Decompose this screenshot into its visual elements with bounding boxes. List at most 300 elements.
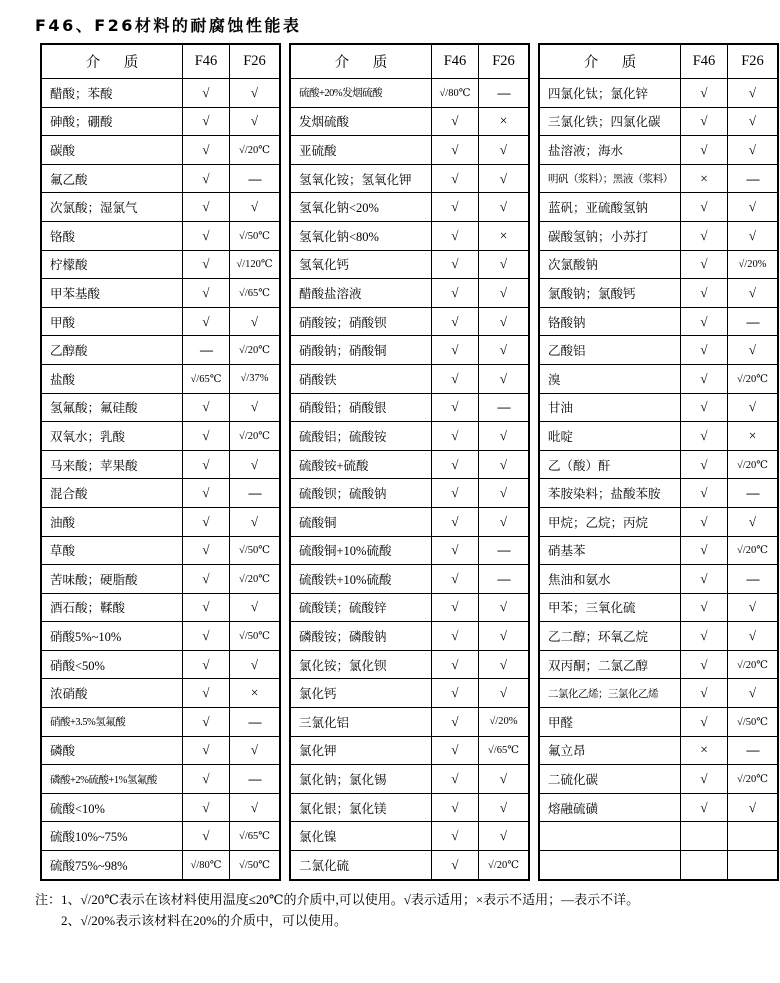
table-row <box>290 364 529 393</box>
medium-name: 二氯化硫 <box>290 851 432 880</box>
medium-name: 二硫化碳 <box>539 765 681 794</box>
f46-value: √ <box>183 479 230 508</box>
f26-value: √ <box>479 364 530 393</box>
f46-value: √ <box>432 250 479 279</box>
medium-name: 硫酸铵+硫酸 <box>290 450 432 479</box>
f26-value: √ <box>230 793 281 822</box>
table-row <box>41 593 280 622</box>
table-row <box>41 479 280 508</box>
f26-value: √ <box>230 79 281 108</box>
f46-value: √ <box>681 193 728 222</box>
medium-name: 溴 <box>539 364 681 393</box>
medium-name: 硫酸铝；硫酸铵 <box>290 422 432 451</box>
medium-name: 氯化银；氯化镁 <box>290 793 432 822</box>
table-row <box>41 107 280 136</box>
f46-value <box>681 851 728 880</box>
table-row <box>41 364 280 393</box>
f46-value: √ <box>432 536 479 565</box>
table-row <box>41 536 280 565</box>
medium-name: 硝酸铵；硝酸钡 <box>290 307 432 336</box>
f46-value: √ <box>432 450 479 479</box>
f46-value: √ <box>681 393 728 422</box>
f46-value: √ <box>681 536 728 565</box>
f46-value: √ <box>183 650 230 679</box>
f46-value: √ <box>432 336 479 365</box>
table-row <box>41 336 280 365</box>
f26-value: — <box>230 708 281 737</box>
table-row <box>539 364 778 393</box>
f46-value: √ <box>432 279 479 308</box>
medium-name: 焦油和氨水 <box>539 565 681 594</box>
medium-name: 三氯化铁；四氯化碳 <box>539 107 681 136</box>
f46-value: √ <box>681 479 728 508</box>
f46-value: √ <box>432 364 479 393</box>
table-row <box>41 450 280 479</box>
f26-value: √ <box>479 765 530 794</box>
table-row <box>290 79 529 108</box>
medium-name: 氟乙酸 <box>41 164 183 193</box>
f46-value: √ <box>681 507 728 536</box>
medium-name: 乙醇酸 <box>41 336 183 365</box>
medium-name: 酒石酸；鞣酸 <box>41 593 183 622</box>
f26-value: √/20℃ <box>728 450 779 479</box>
medium-name: 氢氧化铵；氢氧化钾 <box>290 164 432 193</box>
medium-name: 硝酸<50% <box>41 650 183 679</box>
corrosion-table-right <box>538 43 779 881</box>
f46-value: √ <box>681 279 728 308</box>
medium-name: 铬酸钠 <box>539 307 681 336</box>
table-row <box>41 422 280 451</box>
medium-name: 氢氧化钙 <box>290 250 432 279</box>
table-row <box>539 164 778 193</box>
table-row <box>539 136 778 165</box>
corrosion-table-left <box>40 43 281 881</box>
f26-value: √ <box>230 307 281 336</box>
f26-value: — <box>728 307 779 336</box>
f26-value: √ <box>728 136 779 165</box>
f46-value: × <box>681 164 728 193</box>
page <box>0 13 780 931</box>
medium-name: 氯酸钠；氯酸钙 <box>539 279 681 308</box>
f46-value: √ <box>432 736 479 765</box>
medium-name: 油酸 <box>41 507 183 536</box>
table-row <box>539 765 778 794</box>
medium-name: 蓝矾；亚硫酸氢钠 <box>539 193 681 222</box>
f46-value: √ <box>681 708 728 737</box>
f26-value: — <box>728 479 779 508</box>
medium-name: 次氯酸钠 <box>539 250 681 279</box>
medium-name: 混合酸 <box>41 479 183 508</box>
medium-name: 柠檬酸 <box>41 250 183 279</box>
medium-name: 甲烷；乙烷；丙烷 <box>539 507 681 536</box>
medium-name: 双丙酮；二氯乙醇 <box>539 650 681 679</box>
table-row <box>290 164 529 193</box>
f26-value: √ <box>479 593 530 622</box>
medium-name: 吡啶 <box>539 422 681 451</box>
medium-name: 草酸 <box>41 536 183 565</box>
column-header-f46: F46 <box>432 44 479 79</box>
medium-name: 双氧水；乳酸 <box>41 422 183 451</box>
f26-value: × <box>728 422 779 451</box>
medium-name: 磷酸 <box>41 736 183 765</box>
f46-value: √ <box>432 107 479 136</box>
f46-value: √ <box>681 593 728 622</box>
table-row <box>539 193 778 222</box>
f26-value: — <box>479 393 530 422</box>
f46-value: — <box>183 336 230 365</box>
f46-value: √ <box>681 107 728 136</box>
f46-value: √ <box>432 765 479 794</box>
table-row <box>41 279 280 308</box>
medium-name: 氢氧化钠<20% <box>290 193 432 222</box>
medium-name: 二氯化乙烯；三氯化乙烯 <box>539 679 681 708</box>
medium-name: 醋酸盐溶液 <box>290 279 432 308</box>
table-row <box>41 393 280 422</box>
table-row <box>290 221 529 250</box>
page-title: F46、F26材料的耐腐蚀性能表 <box>35 16 302 35</box>
f46-value: √ <box>432 393 479 422</box>
medium-name: 氯化铵；氯化钡 <box>290 650 432 679</box>
table-row <box>539 307 778 336</box>
table-row <box>41 679 280 708</box>
medium-name: 苦味酸；硬脂酸 <box>41 565 183 594</box>
medium-name: 硫酸钡；硫酸钠 <box>290 479 432 508</box>
table-row <box>539 79 778 108</box>
f46-value: √ <box>681 250 728 279</box>
f26-value: × <box>479 107 530 136</box>
f26-value: √ <box>728 507 779 536</box>
f26-value: √ <box>728 793 779 822</box>
table-row <box>290 851 529 880</box>
f46-value: √ <box>183 193 230 222</box>
f46-value: √ <box>432 221 479 250</box>
table-row <box>539 822 778 851</box>
table-row <box>290 793 529 822</box>
f46-value: √ <box>183 822 230 851</box>
medium-name: 次氯酸；湿氯气 <box>41 193 183 222</box>
table-row <box>539 279 778 308</box>
table-row <box>41 822 280 851</box>
f26-value: √/120℃ <box>230 250 281 279</box>
f26-value: × <box>230 679 281 708</box>
f46-value: √ <box>681 221 728 250</box>
column-header-medium: 介 质 <box>539 44 681 79</box>
table-row <box>41 307 280 336</box>
f46-value: √ <box>183 450 230 479</box>
table-row <box>41 736 280 765</box>
table-row <box>539 221 778 250</box>
table-row <box>290 307 529 336</box>
medium-name: 铬酸 <box>41 221 183 250</box>
table-row <box>290 593 529 622</box>
table-row <box>41 851 280 880</box>
medium-name: 苯胺染料；盐酸苯胺 <box>539 479 681 508</box>
table-row <box>539 250 778 279</box>
table-row <box>290 736 529 765</box>
f46-value: √ <box>681 136 728 165</box>
f26-value: √ <box>728 679 779 708</box>
f46-value: √ <box>432 851 479 880</box>
f26-value: √/20℃ <box>230 336 281 365</box>
f26-value: √ <box>479 193 530 222</box>
medium-name: 亚硫酸 <box>290 136 432 165</box>
table-row <box>41 136 280 165</box>
table-row <box>290 708 529 737</box>
f46-value: √ <box>183 708 230 737</box>
f26-value: √ <box>230 650 281 679</box>
table-row <box>290 279 529 308</box>
f26-value: √/20% <box>479 708 530 737</box>
medium-name: 碳酸 <box>41 136 183 165</box>
header-row <box>290 44 529 79</box>
table-row <box>41 79 280 108</box>
f46-value: √ <box>183 79 230 108</box>
f26-value: √/65℃ <box>230 279 281 308</box>
f46-value: √ <box>183 793 230 822</box>
f26-value: √ <box>479 450 530 479</box>
table-row <box>290 450 529 479</box>
table-row <box>539 736 778 765</box>
f26-value: √ <box>479 650 530 679</box>
medium-name: 甲醛 <box>539 708 681 737</box>
medium-name: 硫酸<10% <box>41 793 183 822</box>
table-row <box>539 622 778 651</box>
table-row <box>290 765 529 794</box>
corrosion-table-middle <box>289 43 530 881</box>
f26-value: √ <box>479 279 530 308</box>
f26-value: √ <box>479 307 530 336</box>
f26-value: √/20℃ <box>230 565 281 594</box>
table-row <box>41 565 280 594</box>
f46-value: √ <box>681 793 728 822</box>
f46-value: √ <box>432 507 479 536</box>
medium-name: 氢氟酸；氟硅酸 <box>41 393 183 422</box>
medium-name: 马来酸；苹果酸 <box>41 450 183 479</box>
f46-value: √ <box>183 307 230 336</box>
f46-value: √ <box>183 593 230 622</box>
f46-value: √ <box>183 536 230 565</box>
f46-value: √ <box>183 221 230 250</box>
medium-name: 甲苯基酸 <box>41 279 183 308</box>
f46-value: √/80℃ <box>183 851 230 880</box>
table-row <box>539 422 778 451</box>
table-row <box>290 565 529 594</box>
f26-value: √/20℃ <box>728 536 779 565</box>
table-row <box>290 479 529 508</box>
table-row <box>539 679 778 708</box>
medium-name: 甲苯；三氧化硫 <box>539 593 681 622</box>
f26-value: √ <box>479 250 530 279</box>
f46-value: √ <box>432 822 479 851</box>
f46-value: √ <box>183 422 230 451</box>
f46-value: √ <box>183 679 230 708</box>
medium-name: 磷酸+2%硫酸+1%氢氟酸 <box>41 765 183 794</box>
f26-value: √ <box>230 393 281 422</box>
f26-value: √/50℃ <box>728 708 779 737</box>
f46-value: √/65℃ <box>183 364 230 393</box>
f46-value: √ <box>432 593 479 622</box>
table-row <box>41 650 280 679</box>
table-row <box>539 793 778 822</box>
f46-value: × <box>681 736 728 765</box>
f46-value: √ <box>681 565 728 594</box>
medium-name: 四氯化钛；氯化锌 <box>539 79 681 108</box>
f46-value: √ <box>183 250 230 279</box>
f46-value: √ <box>432 622 479 651</box>
medium-name: 硝酸铁 <box>290 364 432 393</box>
medium-name <box>539 851 681 880</box>
table-row <box>539 479 778 508</box>
table-row <box>41 507 280 536</box>
f26-value: √ <box>728 221 779 250</box>
footnote-line-1: 注：1、√/20℃表示在该材料使用温度≤20℃的介质中,可以使用。√表示适用；×表示不适用；—表示不详。 <box>35 891 640 907</box>
table-row <box>290 650 529 679</box>
f26-value: √ <box>728 107 779 136</box>
medium-name: 氢氧化钠<80% <box>290 221 432 250</box>
f46-value: √ <box>681 679 728 708</box>
f26-value: √ <box>479 136 530 165</box>
f26-value <box>728 851 779 880</box>
medium-name: 氯化镍 <box>290 822 432 851</box>
medium-name: 熔融硫磺 <box>539 793 681 822</box>
f46-value: √ <box>681 650 728 679</box>
f46-value <box>681 822 728 851</box>
medium-name: 硫酸10%~75% <box>41 822 183 851</box>
medium-name: 硝酸钠；硝酸铜 <box>290 336 432 365</box>
f26-value: — <box>479 565 530 594</box>
table-row <box>539 536 778 565</box>
f46-value: √ <box>432 479 479 508</box>
f26-value: √ <box>479 793 530 822</box>
f46-value: √ <box>432 136 479 165</box>
medium-name: 盐溶液；海水 <box>539 136 681 165</box>
f46-value: √ <box>432 565 479 594</box>
table-row <box>290 250 529 279</box>
f26-value: √/50℃ <box>230 221 281 250</box>
footnotes <box>35 890 780 931</box>
table-row <box>539 650 778 679</box>
f26-value: √/50℃ <box>230 622 281 651</box>
header-row <box>41 44 280 79</box>
table-row <box>539 336 778 365</box>
f46-value: √ <box>183 279 230 308</box>
table-row <box>290 536 529 565</box>
medium-name: 硫酸铁+10%硫酸 <box>290 565 432 594</box>
f26-value: √ <box>479 822 530 851</box>
medium-name <box>539 822 681 851</box>
medium-name: 三氯化铝 <box>290 708 432 737</box>
medium-name: 硝基苯 <box>539 536 681 565</box>
f26-value: — <box>230 765 281 794</box>
f46-value: √ <box>681 422 728 451</box>
f46-value: √ <box>183 107 230 136</box>
f26-value: — <box>479 536 530 565</box>
table-row <box>290 822 529 851</box>
f26-value: √ <box>728 336 779 365</box>
f26-value: √ <box>479 507 530 536</box>
medium-name: 明矾（浆料）；黑液（浆料） <box>539 164 681 193</box>
f46-value: √ <box>681 364 728 393</box>
medium-name: 乙酸铝 <box>539 336 681 365</box>
f46-value: √ <box>183 136 230 165</box>
medium-name: 硝酸5%~10% <box>41 622 183 651</box>
f26-value: √ <box>728 393 779 422</box>
medium-name: 氯化钠；氯化锡 <box>290 765 432 794</box>
f26-value: √ <box>728 279 779 308</box>
table-row <box>539 507 778 536</box>
f26-value: √ <box>230 193 281 222</box>
f26-value: √ <box>479 679 530 708</box>
column-header-f46: F46 <box>183 44 230 79</box>
f26-value: √/50℃ <box>230 851 281 880</box>
table-row <box>539 593 778 622</box>
f46-value: √ <box>432 708 479 737</box>
column-header-f26: F26 <box>728 44 779 79</box>
f46-value: √ <box>432 193 479 222</box>
column-header-medium: 介 质 <box>290 44 432 79</box>
medium-name: 硫酸铜 <box>290 507 432 536</box>
medium-name: 氟立昂 <box>539 736 681 765</box>
table-row <box>539 450 778 479</box>
f26-value: — <box>728 164 779 193</box>
f46-value: √ <box>681 765 728 794</box>
f46-value: √ <box>183 565 230 594</box>
medium-name: 硫酸75%~98% <box>41 851 183 880</box>
f26-value: — <box>479 79 530 108</box>
f46-value: √ <box>183 393 230 422</box>
table-row <box>41 221 280 250</box>
f46-value: √/80℃ <box>432 79 479 108</box>
medium-name: 硫酸铜+10%硫酸 <box>290 536 432 565</box>
f26-value: √/20℃ <box>230 136 281 165</box>
medium-name: 砷酸；硼酸 <box>41 107 183 136</box>
table-area <box>40 43 780 881</box>
f46-value: √ <box>432 307 479 336</box>
f46-value: √ <box>183 507 230 536</box>
f26-value: √/20℃ <box>728 364 779 393</box>
footnote-line-2: 2、√/20%表示该材料在20%的介质中，可以使用。 <box>61 913 347 929</box>
table-row <box>41 793 280 822</box>
medium-name: 盐酸 <box>41 364 183 393</box>
medium-name: 甘油 <box>539 393 681 422</box>
f26-value: × <box>479 221 530 250</box>
f46-value: √ <box>183 765 230 794</box>
table-row <box>290 422 529 451</box>
medium-name: 硫酸+20%发烟硫酸 <box>290 79 432 108</box>
medium-name: 硫酸镁；硫酸锌 <box>290 593 432 622</box>
f26-value: √/20℃ <box>728 765 779 794</box>
f26-value: — <box>728 736 779 765</box>
medium-name: 甲酸 <box>41 307 183 336</box>
f46-value: √ <box>681 336 728 365</box>
column-header-f26: F26 <box>479 44 530 79</box>
f26-value: — <box>728 565 779 594</box>
table-row <box>41 250 280 279</box>
f26-value: √ <box>728 622 779 651</box>
f26-value: √ <box>728 593 779 622</box>
f46-value: √ <box>432 793 479 822</box>
table-row <box>539 851 778 880</box>
table-row <box>290 507 529 536</box>
f26-value: √/20℃ <box>479 851 530 880</box>
table-row <box>41 622 280 651</box>
f26-value: √ <box>230 736 281 765</box>
column-header-f46: F46 <box>681 44 728 79</box>
f26-value: √/65℃ <box>230 822 281 851</box>
table-row <box>290 193 529 222</box>
table-row <box>290 336 529 365</box>
f46-value: √ <box>183 622 230 651</box>
